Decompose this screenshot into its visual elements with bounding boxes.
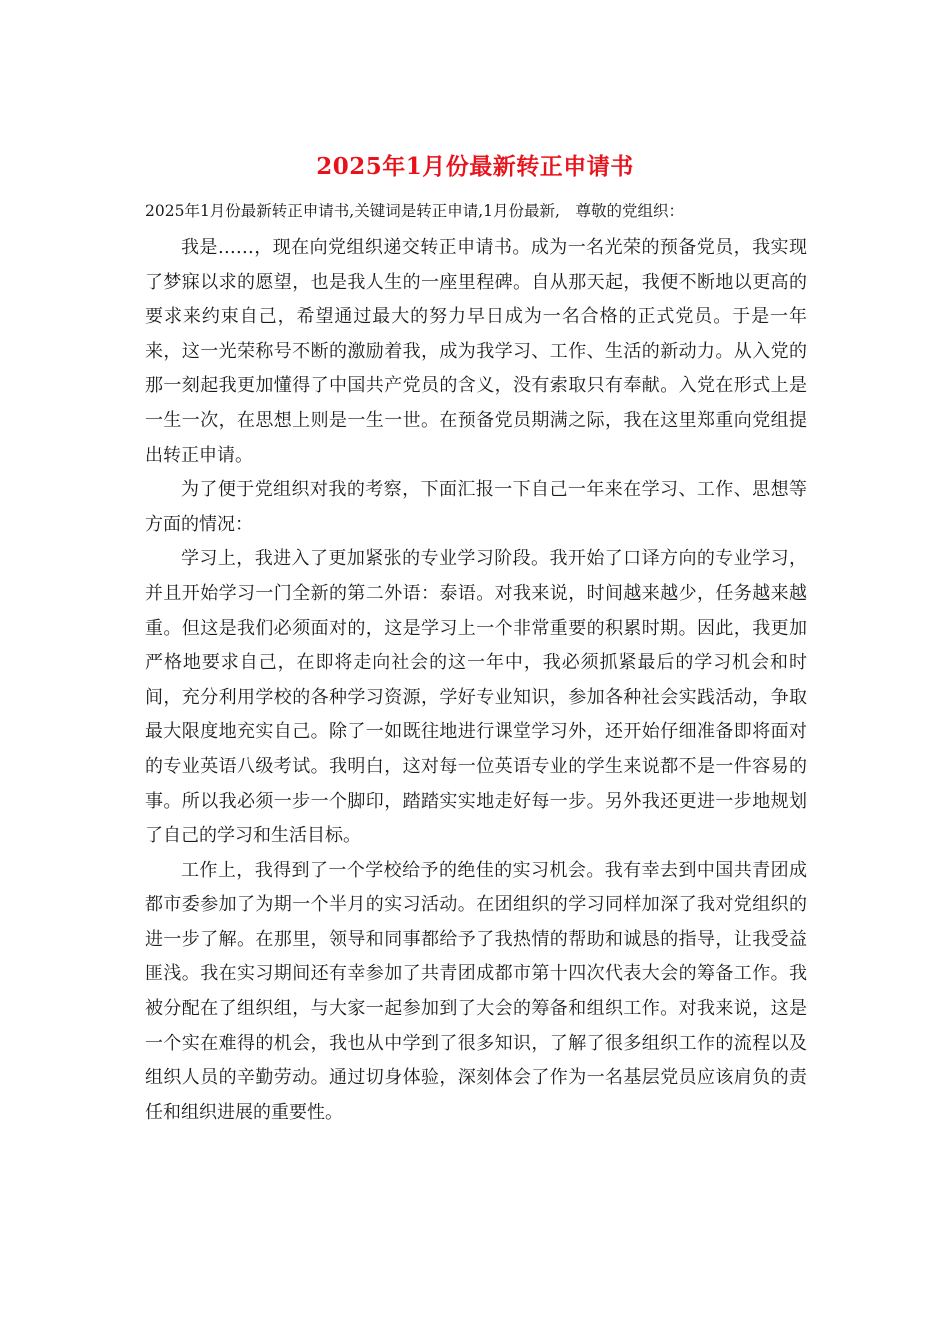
paragraph-4: 工作上，我得到了一个学校给予的绝佳的实习机会。我有幸去到中国共青团成都市委参加了为期一个半月的实习活动。在团组织的学习同样加深了我对党组织的进一步了解。在那里，领导和同事都给予了我热情的帮助和诚恳的指导，让我受益匪浅。我在实习期间还有幸参加了共青团成都市第十四次代表大会的筹备工作。我被分配在了组织组，与大家一起参加到了大会的筹备和组织工作。对我来说，这是一个实在难得的机会，我也从中学到了很多知识，了解了很多组织工作的流程以及组织人员的辛勤劳动。通过切身体验，深刻体会了作为一名基层党员应该肩负的责任和组织进展的重要性。 xyxy=(145,859,807,1123)
paragraph-2: 为了便于党组织对我的考察，下面汇报一下自己一年来在学习、工作、思想等方面的情况： xyxy=(145,479,807,535)
paragraph-1: 我是……，现在向党组织递交转正申请书。成为一名光荣的预备党员，我实现了梦寐以求的愿望，也是我人生的一座里程碑。自从那天起，我便不断地以更高的要求来约束自己，希望通过最大的努力早日成为一名合格的正式党员。于是一年来，这一光荣称号不断的激励着我，成为我学习、工作、生活的新动力。从入党的那一刻起我更加懂得了中国共产党员的含义，没有索取只有奉献。入党在形式上是一生一次，在思想上则是一生一世。在预备党员期满之际，我在这里郑重向党组提出转正申请。 xyxy=(145,237,807,466)
document-body xyxy=(145,231,807,1130)
paragraph-3: 学习上，我进入了更加紧张的专业学习阶段。我开始了口译方向的专业学习，并且开始学习一门全新的第二外语：泰语。对我来说，时间越来越少，任务越来越重。但这是我们必须面对的，这是学习上一个非常重要的积累时期。因此，我更加严格地要求自己，在即将走向社会的这一年中，我必须抓紧最后的学习机会和时间，充分利用学校的各种学习资源，学好专业知识，参加各种社会实践活动，争取最大限度地充实自己。除了一如既往地进行课堂学习外，还开始仔细准备即将面对的专业英语八级考试。我明白，这对每一位英语专业的学生来说都不是一件容易的事。所以我必须一步一个脚印，踏踏实实地走好每一步。另外我还更进一步地规划了自己的学习和生活目标。 xyxy=(145,548,807,847)
document-title: 2025年1月份最新转正申请书 xyxy=(316,153,634,180)
document-intro: 2025年1月份最新转正申请书,关键词是转正申请,1月份最新, 尊敬的党组织： xyxy=(145,202,684,220)
